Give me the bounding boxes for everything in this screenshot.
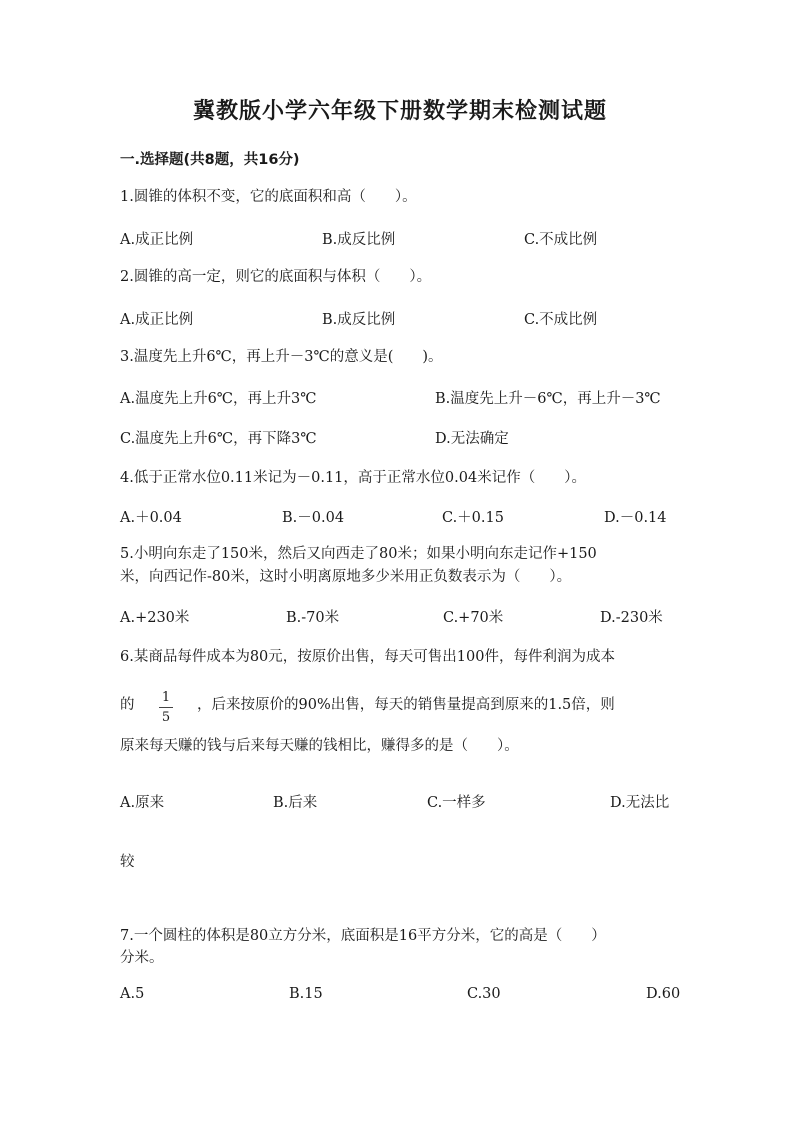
question-6-stem-prefix: 的 — [120, 697, 135, 713]
fraction-bar — [159, 707, 173, 708]
question-3-option-d: D.无法确定 — [435, 431, 509, 447]
question-5-option-c: C.+70米 — [443, 610, 504, 626]
question-7-stem-line-1: 7.一个圆柱的体积是80立方分米，底面积是16平方分米，它的高是（ ） — [120, 928, 606, 944]
question-6-stem-line-3: 原来每天赚的钱与后来每天赚的钱相比，赚得多的是（ ）。 — [120, 738, 519, 754]
question-5-option-d: D.-230米 — [600, 610, 663, 626]
page-title: 冀教版小学六年级下册数学期末检测试题 — [192, 99, 607, 124]
question-6-stem-line-1: 6.某商品每件成本为80元，按原价出售，每天可售出100件，每件利润为成本 — [120, 649, 615, 665]
question-3-option-a: A.温度先上升6℃，再上升3℃ — [120, 391, 317, 407]
question-1-option-c: C.不成比例 — [524, 232, 598, 248]
question-2-option-c: C.不成比例 — [524, 312, 598, 328]
question-7-option-b: B.15 — [289, 986, 323, 1002]
question-4-option-c: C.＋0.15 — [442, 510, 504, 526]
question-3-option-b: B.温度先上升－6℃，再上升－3℃ — [435, 391, 661, 407]
fraction-numerator: 1 — [161, 690, 171, 705]
section-heading: 一.选择题(共8题，共16分) — [120, 152, 300, 168]
question-5-stem-line-2: 米，向西记作-80米，这时小明离原地多少米用正负数表示为（ ）。 — [120, 569, 572, 585]
question-5-stem-line-1: 5.小明向东走了150米，然后又向西走了80米；如果小明向东走记作+150 — [120, 546, 597, 562]
question-6-option-b: B.后来 — [273, 795, 318, 811]
question-7-stem-line-2: 分米。 — [120, 950, 164, 966]
question-7-option-a: A.5 — [120, 986, 145, 1002]
question-5-option-a: A.+230米 — [120, 610, 190, 626]
question-6-stem-line-2: ，后来按原价的90%出售，每天的销售量提高到原来的1.5倍，则 — [197, 697, 615, 713]
question-6-fraction — [159, 690, 173, 725]
question-1-option-a: A.成正比例 — [120, 232, 194, 248]
question-4-option-a: A.＋0.04 — [120, 510, 182, 526]
question-2-stem: 2.圆锥的高一定，则它的底面积与体积（ ）。 — [120, 269, 432, 285]
question-6-option-d: D.无法比 — [610, 795, 670, 811]
question-6-option-a: A.原来 — [120, 795, 165, 811]
question-3-option-c: C.温度先上升6℃，再下降3℃ — [120, 431, 317, 447]
question-4-option-b: B.－0.04 — [282, 510, 345, 526]
question-2-option-b: B.成反比例 — [322, 312, 396, 328]
question-4-stem: 4.低于正常水位0.11米记为－0.11，高于正常水位0.04米记作（ ）。 — [120, 470, 586, 486]
question-6-option-d-wrap: 较 — [120, 854, 135, 870]
question-3-stem: 3.温度先上升6℃，再上升－3℃的意义是( )。 — [120, 349, 443, 365]
question-6-option-c: C.一样多 — [427, 795, 486, 811]
question-7-option-d: D.60 — [646, 986, 681, 1002]
question-4-option-d: D.－0.14 — [604, 510, 667, 526]
question-7-option-c: C.30 — [467, 986, 501, 1002]
question-2-option-a: A.成正比例 — [120, 312, 194, 328]
question-1-stem: 1.圆锥的体积不变，它的底面积和高（ ）。 — [120, 189, 417, 205]
fraction-denominator: 5 — [161, 710, 171, 725]
question-5-option-b: B.-70米 — [286, 610, 340, 626]
question-1-option-b: B.成反比例 — [322, 232, 396, 248]
